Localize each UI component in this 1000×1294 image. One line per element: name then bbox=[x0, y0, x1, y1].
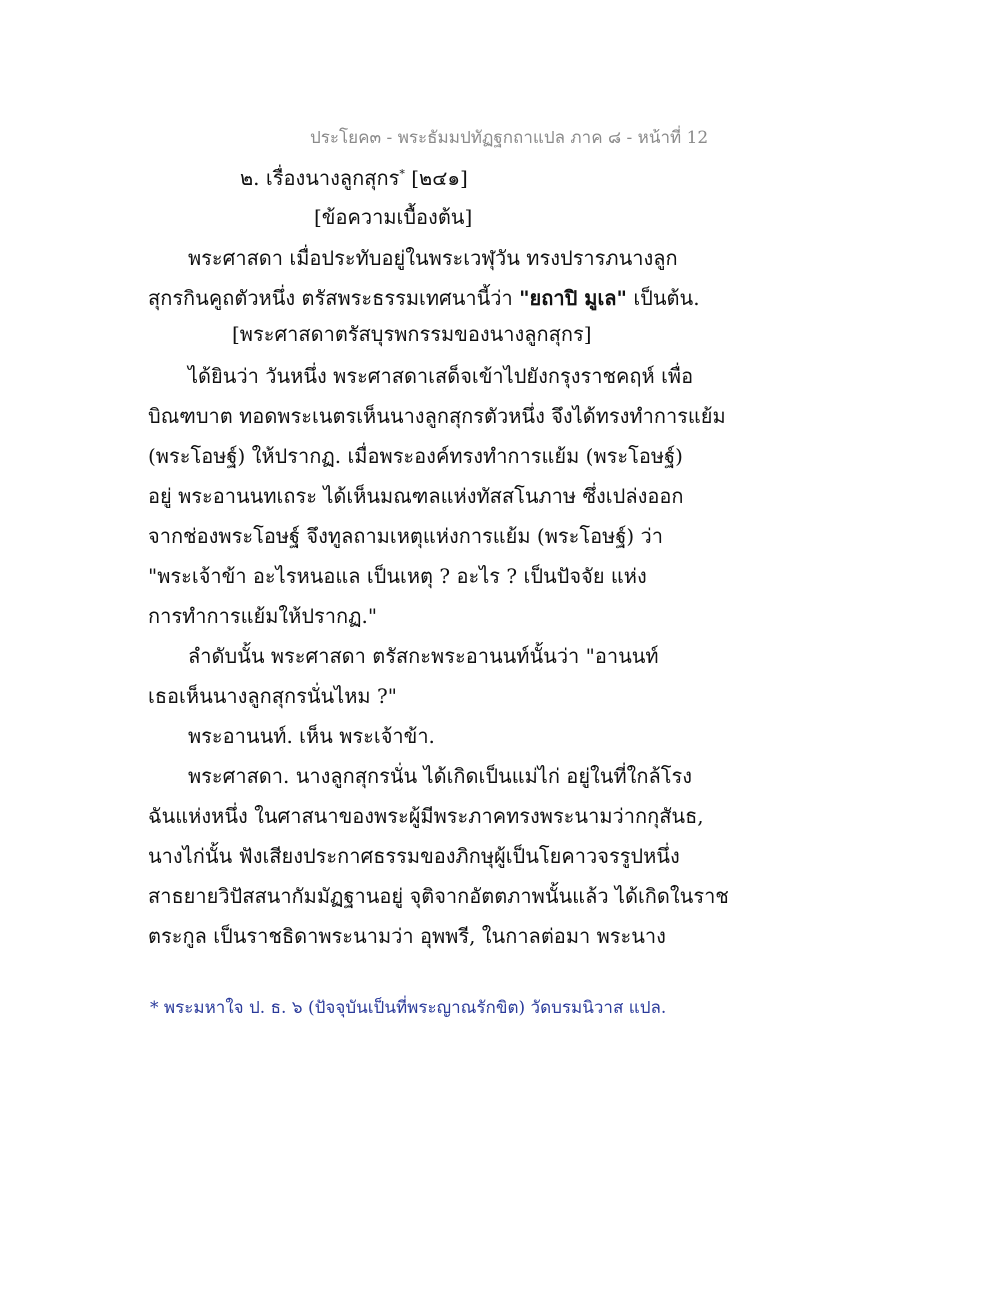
footnote-marker: * bbox=[399, 167, 405, 181]
story-title bbox=[240, 162, 468, 194]
story-reference-number: [๒๔๑] bbox=[411, 166, 468, 190]
body-line: ได้ยินว่า วันหนึ่ง พระศาสดาเสด็จเข้าไปยังกรุงราชคฤห์ เพื่อ bbox=[188, 364, 694, 388]
story-title-text: ๒. เรื่องนางลูกสุกร bbox=[240, 166, 400, 190]
body-line: พระอานนท์. เห็น พระเจ้าข้า. bbox=[188, 724, 435, 748]
body-line: จากช่องพระโอษฐ์ จึงทูลถามเหตุแห่งการแย้ม (พระโอษฐ์) ว่า bbox=[148, 524, 663, 548]
intro-line-2-text: สุกรกินคูถตัวหนึ่ง ตรัสพระธรรมเทศนานี้ว่า bbox=[148, 286, 520, 310]
body-line: สาธยายวิปัสสนากัมมัฏฐานอยู่ จุติจากอัตตภาพนั้นแล้ว ได้เกิดในราช bbox=[148, 884, 729, 908]
body-line: "พระเจ้าข้า อะไรหนอแล เป็นเหตุ ? อะไร ? เป็นปัจจัย แห่ง bbox=[148, 564, 647, 588]
body-line: ลำดับนั้น พระศาสดา ตรัสกะพระอานนท์นั้นว่า "อานนท์ bbox=[188, 644, 659, 668]
section-heading-opening: [ข้อความเบื้องต้น] bbox=[314, 205, 473, 229]
page-header: ประโยค๓ - พระธัมมปทัฏฐกถาแปล ภาค ๘ - หน้าที่ 12 bbox=[310, 128, 709, 148]
section-heading-past-karma: [พระศาสดาตรัสบุรพกรรมของนางลูกสุกร] bbox=[232, 322, 592, 346]
intro-line-2 bbox=[148, 282, 700, 314]
body-line: พระศาสดา. นางลูกสุกรนั่น ได้เกิดเป็นแม่ไก่ อยู่ในที่ใกล้โรง bbox=[188, 764, 693, 788]
body-line: ตระกูล เป็นราชธิดาพระนามว่า อุพพรี, ในกาลต่อมา พระนาง bbox=[148, 924, 666, 948]
body-line: เธอเห็นนางลูกสุกรนั่นไหม ?" bbox=[148, 684, 397, 708]
body-line: นางไก่นั้น ฟังเสียงประกาศธรรมของภิกษุผู้เป็นโยคาวจรรูปหนึ่ง bbox=[148, 844, 680, 868]
body-line: บิณฑบาต ทอดพระเนตรเห็นนางลูกสุกรตัวหนึ่ง จึงได้ทรงทำการแย้ม bbox=[148, 404, 726, 428]
body-line: ฉันแห่งหนึ่ง ในศาสนาของพระผู้มีพระภาคทรงพระนามว่ากกุสันธ, bbox=[148, 804, 704, 828]
body-line: (พระโอษฐ์) ให้ปรากฏ. เมื่อพระองค์ทรงทำการแย้ม (พระโอษฐ์) bbox=[148, 444, 683, 468]
intro-line-2-end: เป็นต้น. bbox=[626, 286, 700, 310]
body-line: อยู่ พระอานนทเถระ ได้เห็นมณฑลแห่งทัสสโนภาษ ซึ่งเปล่งออก bbox=[148, 484, 684, 508]
body-line: การทำการแย้มให้ปรากฏ." bbox=[148, 604, 378, 628]
verse-quote: "ยถาปิ มูเล" bbox=[519, 286, 627, 310]
intro-line-1: พระศาสดา เมื่อประทับอยู่ในพระเวฬุวัน ทรงปรารภนางลูก bbox=[188, 246, 678, 270]
footnote: * พระมหาใจ ป. ธ. ๖ (ปัจจุบันเป็นที่พระญาณรักขิต) วัดบรมนิวาส แปล. bbox=[150, 998, 667, 1018]
